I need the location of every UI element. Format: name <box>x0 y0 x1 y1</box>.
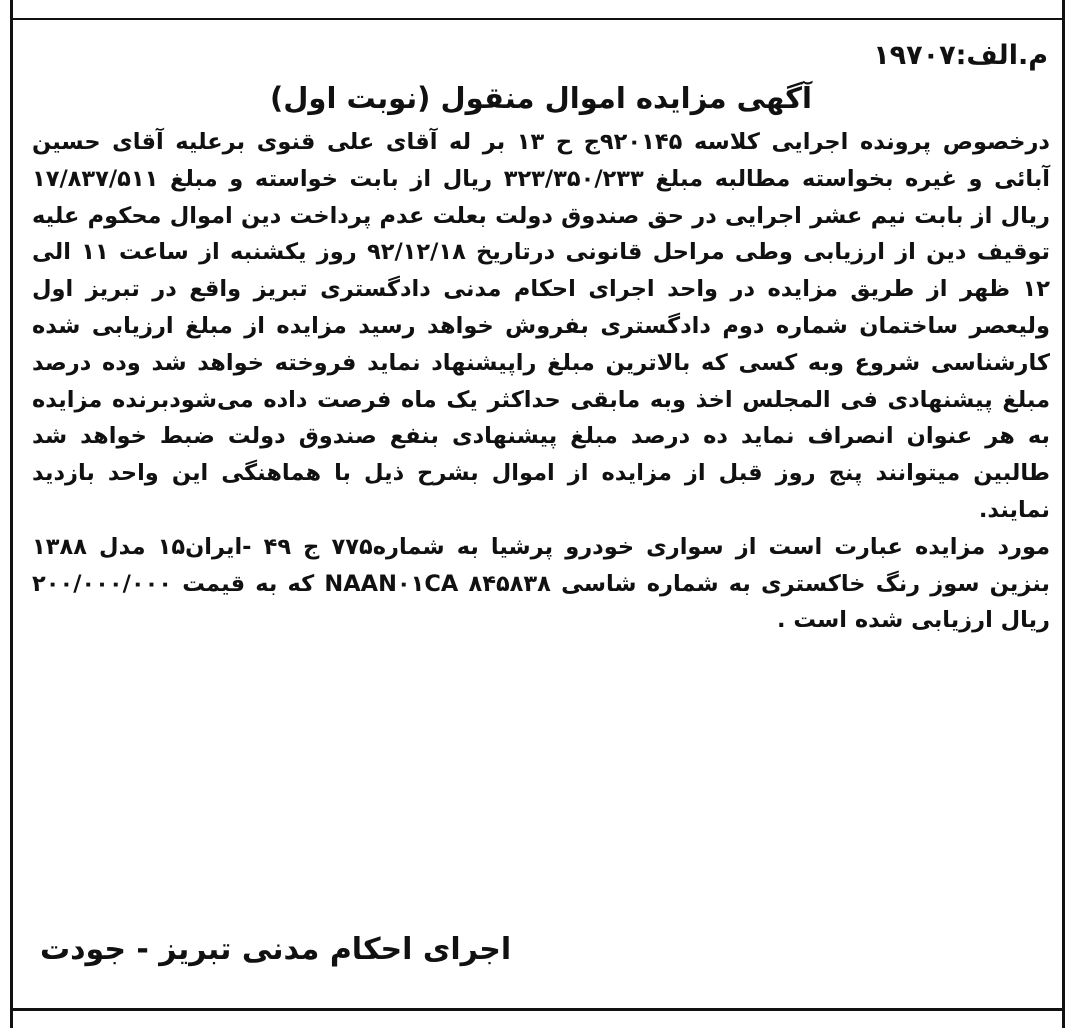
frame-right-border <box>1062 0 1065 1028</box>
auction-notice <box>32 36 1050 639</box>
frame-top-border <box>10 18 1065 20</box>
notice-title: آگهی مزایده اموال منقول (نوبت اول) <box>270 81 812 115</box>
auction-item-paragraph: مورد مزایده عبارت است از سواری خودرو پرشیا به شماره۷۷۵ ج ۴۹ -ایران۱۵ مدل ۱۳۸۸ بنزین سوز رنگ خاکستری به شماره شاسی NAAN۰۱CA ۸۴۵۸۳۸ که به قیمت ۲۰۰/۰۰۰/۰۰۰ ریال ارزیابی شده است . <box>32 533 1051 634</box>
frame-left-border <box>10 0 13 1028</box>
frame-bottom-border <box>10 1008 1065 1011</box>
notice-body-paragraph: درخصوص پرونده اجرایی کلاسه ۹۲۰۱۴۵ج ح ۱۳ بر له آقای علی قنوی برعلیه آقای حسین آبائی و غیره بخواسته مطالبه مبلغ ۳۲۳/۳۵۰/۲۳۳ ریال از بابت خواسته و مبلغ ۱۷/۸۳۷/۵۱۱ ریال از بابت نیم عشر اجرایی در حق صندوق دولت بعلت عدم پرداخت دین اموال محکوم علیه توقیف دین از ارزیابی وطی مراحل قانونی درتاریخ ۹۲/۱۲/۱۸ روز یکشنبه از ساعت ۱۱ الی ۱۲ ظهر از طریق مزایده در واحد اجرای احکام مدنی دادگستری تبریز واقع در تبریز اول ولیعصر ساختمان شماره دوم دادگستری بفروش خواهد رسید مزایده از مبلغ ارزیابی شده کارشناسی شروع وبه کسی که بالاترین مبلغ راپیشنهاد نماید فروخته خواهد شد وده درصد مبلغ پیشنهادی فی المجلس اخذ وبه مابقی حداکثر یک ماه فرصت داده می‌شودبرنده مزایده به هر عنوان انصراف نماید ده درصد مبلغ پیشنهادی بنفع صندوق دولت ضبط خواهد شد طالبین میتوانند پنج روز قبل از مزایده از اموال بشرح ذیل با هماهنگی این واحد بازدید نمایند. <box>32 129 1050 523</box>
reference-number: م.الف:۱۹۷۰۷ <box>873 40 1048 71</box>
issuer-signature: اجرای احکام مدنی تبریز - جودت <box>40 932 512 967</box>
